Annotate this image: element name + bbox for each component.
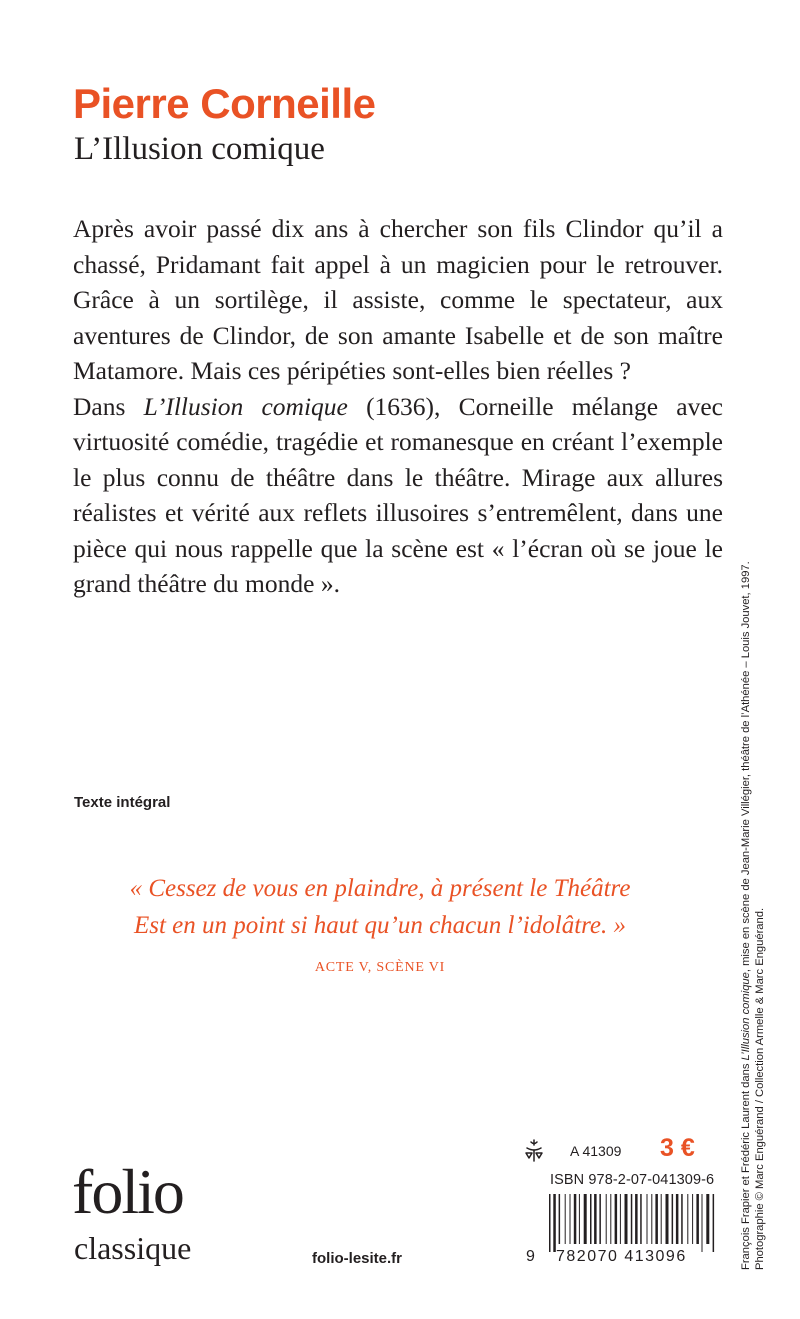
- credits-work-title: L’Illusion comique: [740, 972, 752, 1061]
- barcode-bar: [661, 1194, 662, 1244]
- epigraph-quote: [60, 870, 700, 944]
- barcode-bar: [549, 1194, 551, 1252]
- barcode-bar: [672, 1194, 674, 1244]
- book-title: L’Illusion comique: [74, 131, 325, 167]
- barcode-bar: [706, 1194, 709, 1244]
- barcode-bar: [651, 1194, 652, 1244]
- barcode-bar: [655, 1194, 658, 1244]
- barcode-bar: [606, 1194, 607, 1244]
- barcode-bar: [676, 1194, 679, 1244]
- ean-digits: 782070 413096: [556, 1248, 687, 1265]
- barcode-bar: [692, 1194, 693, 1244]
- barcode-bar: [565, 1194, 566, 1244]
- barcode-bar: [635, 1194, 638, 1244]
- barcode-bar: [610, 1194, 611, 1244]
- blurb-intro: Dans: [73, 391, 126, 421]
- quote-line-1: « Cessez de vous en plaindre, à présent le Théâtre: [129, 875, 631, 902]
- barcode-bar: [584, 1194, 587, 1244]
- barcode-bar: [647, 1194, 648, 1244]
- barcode: [547, 1194, 717, 1252]
- photo-credits: [739, 561, 767, 1270]
- blurb-paragraph-2: [73, 389, 723, 602]
- barcode-bar: [559, 1194, 561, 1244]
- integral-text-label: Texte intégral: [74, 794, 171, 811]
- author-name: Pierre Corneille: [73, 80, 376, 127]
- barcode-bar: [666, 1194, 669, 1244]
- barcode-bar: [713, 1194, 715, 1252]
- barcode-bar: [570, 1194, 571, 1244]
- barcode-bar: [681, 1194, 683, 1244]
- barcode-bar: [553, 1194, 556, 1252]
- ean-first-digit: 9: [526, 1248, 535, 1265]
- barcode-bar: [640, 1194, 642, 1244]
- folio-logo: folio: [72, 1156, 183, 1227]
- credits-line-2: Photographie © Marc Enguérand / Collection Armelle & Marc Enguérand.: [754, 907, 766, 1270]
- barcode-bar: [687, 1194, 688, 1244]
- catalog-code: A 41309: [570, 1143, 622, 1159]
- isbn: ISBN 978-2-07-041309-6: [550, 1172, 715, 1188]
- barcode-bar: [631, 1194, 633, 1244]
- blurb-work-title: L’Illusion comique: [143, 391, 348, 421]
- barcode-bar: [590, 1194, 592, 1244]
- blurb-paragraph-1: Après avoir passé dix ans à chercher son fils Clindor qu’il a chassé, Pridamant fait appel à un magicien pour le retrouver. Grâce à un sortilège, il assiste, comme le spectateur, aux aventures de Clindor, de son amante Isabelle et de son maître Matamore. Mais ces péripéties sont-elles bien réelles ?: [73, 214, 723, 385]
- quote-reference: ACTE V, SCÈNE VI: [314, 960, 446, 975]
- gallimard-seal-icon: [524, 1139, 544, 1163]
- barcode-bar: [599, 1194, 601, 1244]
- barcode-bar: [702, 1194, 703, 1252]
- quote-line-2: Est en un point si haut qu’un chacun l’idolâtre. »: [133, 912, 627, 939]
- barcode-bar: [574, 1194, 577, 1244]
- website-link[interactable]: folio-lesite.fr: [312, 1250, 403, 1267]
- barcode-bar: [579, 1194, 580, 1244]
- blurb-rest: (1636), Corneille mélange avec virtuosité comédie, tragédie et romanesque en créant l’exemple le plus connu de théâtre dans le théâtre. Mirage aux allures réalistes et vérité aux reflets illusoires s’entremêlent, dans une pièce qui nous rappelle que la scène est « l’écran où se joue le grand théâtre du monde ».: [73, 391, 723, 598]
- barcode-bar: [620, 1194, 621, 1244]
- price: 3 €: [660, 1134, 695, 1162]
- credits-actors: François Frapier et Frédéric Laurent dans: [740, 1060, 752, 1270]
- barcode-bar: [696, 1194, 699, 1244]
- barcode-bar: [625, 1194, 628, 1244]
- barcode-bar: [594, 1194, 597, 1244]
- barcode-bar: [615, 1194, 618, 1244]
- blurb: [73, 211, 723, 602]
- credits-staging: , mise en scène de Jean-Marie Villégier, théâtre de l’Athénée – Louis Jouvet, 1997.: [740, 561, 752, 973]
- credits-line-1: [739, 561, 753, 1270]
- folio-classique-logo: classique: [74, 1230, 192, 1266]
